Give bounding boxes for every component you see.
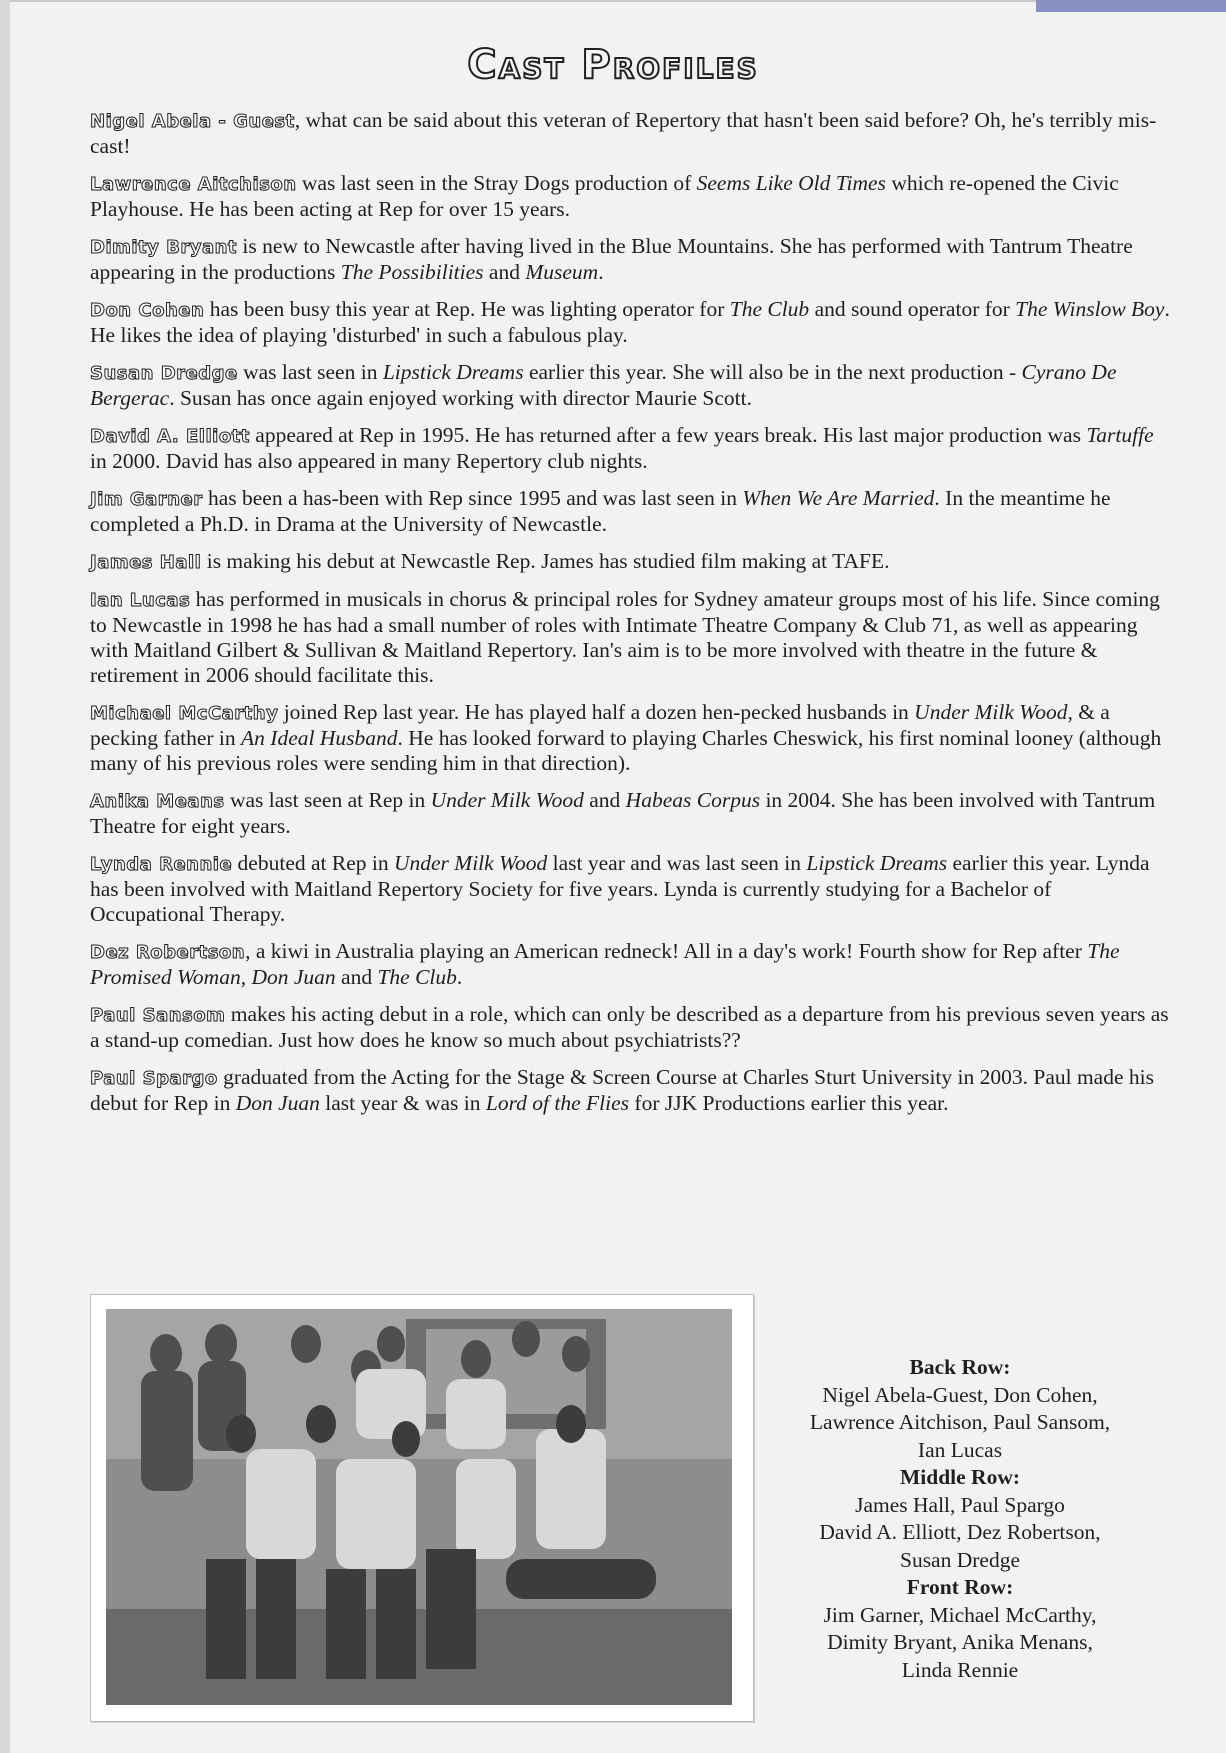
cast-group-photo <box>106 1309 732 1705</box>
cast-profile <box>90 108 1170 159</box>
profile-text: has been busy this year at Rep. He was lighting operator for <box>204 297 730 321</box>
production-title: The Promised Woman <box>90 939 1120 989</box>
caption-back-row-line: Nigel Abela-Guest, Don Cohen, <box>822 1382 1098 1407</box>
production-title: Lipstick Dreams <box>806 851 948 875</box>
caption-front-row-line: Dimity Bryant, Anika Menans, <box>827 1630 1093 1654</box>
profile-text: . <box>598 260 604 284</box>
cast-profile <box>90 939 1170 990</box>
production-title: Under Milk Wood <box>430 788 584 812</box>
production-title: Seems Like Old Times <box>696 171 886 195</box>
cast-profile <box>90 360 1170 411</box>
profile-text: was last seen at Rep in <box>224 788 431 812</box>
cast-member-name: Jim Garner <box>90 489 203 510</box>
production-title: Habeas Corpus <box>625 788 761 812</box>
cast-profile <box>90 549 1170 575</box>
cast-member-name: James Hall <box>90 552 202 573</box>
profile-text: debuted at Rep in <box>232 851 394 875</box>
cast-member-name: Lynda Rennie <box>90 854 233 875</box>
production-title: The Club <box>377 965 457 989</box>
production-title: When We Are Married <box>742 486 935 510</box>
profile-text: in 2004. She has been involved with Tantrum Theatre for eight years. <box>90 788 1156 838</box>
cast-profile <box>90 234 1170 285</box>
production-title: Don Juan <box>235 1091 320 1115</box>
cast-member-name: Michael McCarthy <box>90 703 279 724</box>
profile-text: . <box>456 965 463 989</box>
production-title: Museum <box>525 260 599 284</box>
cast-member-name: David A. Elliott <box>90 426 250 447</box>
profile-text: is new to Newcastle after having lived in the Blue Mountains. She has performed with Tantrum Theatre appearing in the productions <box>90 234 1133 284</box>
photo-caption <box>760 1354 1160 1684</box>
profile-text: joined Rep last year. He has played half a dozen hen-pecked husbands in <box>278 700 915 724</box>
cast-member-name: Dez Robertson <box>90 942 246 963</box>
profile-text: earlier this year. Lynda has been involved with Maitland Repertory Society for five years. Lynda is currently studying for a Bachelor of Occupational Therapy. <box>90 851 1150 926</box>
cast-profile <box>90 788 1170 839</box>
profile-text: was last seen in <box>237 360 383 384</box>
cast-profile <box>90 486 1170 537</box>
caption-front-row-heading: Front Row: <box>906 1575 1014 1599</box>
profile-text: which re-opened the Civic Playhouse. He has been acting at Rep for over 15 years. <box>90 171 1119 221</box>
caption-front-row-line: Jim Garner, Michael McCarthy, <box>823 1602 1097 1627</box>
cast-profile <box>90 587 1170 688</box>
cast-member-name: Don Cohen <box>90 300 205 321</box>
production-title: Under Milk Wood <box>914 700 1068 724</box>
profile-text: , & a pecking father in <box>90 700 1110 750</box>
cast-member-name: Paul Sansom <box>90 1005 226 1026</box>
production-title: Don Juan <box>251 965 336 989</box>
production-title: The Winslow Boy <box>1015 297 1165 321</box>
profile-text: . He likes the idea of playing 'disturbed' in such a fabulous play. <box>90 297 1170 347</box>
cast-profile <box>90 297 1170 348</box>
profile-text: and <box>483 260 526 284</box>
production-title: Under Milk Wood <box>393 851 548 875</box>
caption-back-row-line: Lawrence Aitchison, Paul Sansom, <box>809 1410 1111 1434</box>
profile-text: in 2000. David has also appeared in many Repertory club nights. <box>90 449 648 473</box>
profile-text: has been a has-been with Rep since 1995 and was last seen in <box>202 486 743 510</box>
profile-text: and <box>335 965 378 989</box>
profile-text: , what can be said about this veteran of Repertory that hasn't been said before? Oh, he's terribly mis-cast! <box>90 108 1157 158</box>
production-title: Cyrano De Bergerac <box>90 360 1117 410</box>
profile-text: makes his acting debut in a role, which can only be described as a departure from his previous seven years as a stand-up comedian. Just how does he know so much about psychiatrists?? <box>90 1002 1169 1052</box>
production-title: The Possibilities <box>340 260 484 284</box>
profile-text: and sound operator for <box>809 297 1016 321</box>
cast-photo-frame <box>90 1294 754 1722</box>
cast-member-name: Nigel Abela - Guest <box>90 111 295 132</box>
profile-text: last year and was last seen in <box>547 851 807 875</box>
production-title: Lord of the Flies <box>485 1091 630 1115</box>
profile-text: last year & was in <box>319 1091 486 1115</box>
profile-text: appeared at Rep in 1995. He has returned after a few years break. His last major production was <box>249 423 1087 447</box>
production-title: An Ideal Husband <box>241 726 398 750</box>
cast-profile <box>90 423 1170 474</box>
cast-profile <box>90 851 1170 927</box>
caption-middle-row-line: James Hall, Paul Spargo <box>855 1492 1065 1517</box>
cast-member-name: Ian Lucas <box>90 590 191 611</box>
cast-profile <box>90 1002 1170 1053</box>
cast-member-name: Anika Means <box>90 791 225 812</box>
caption-middle-row-line: David A. Elliott, Dez Robertson, <box>819 1520 1101 1544</box>
page-title: Cast Profiles <box>467 42 759 88</box>
cast-member-name: Lawrence Aitchison <box>90 174 297 195</box>
cast-member-name: Dimity Bryant <box>90 237 238 258</box>
caption-middle-row-line: Susan Dredge <box>899 1547 1020 1572</box>
profile-text: has performed in musicals in chorus & principal roles for Sydney amateur groups most of his life. Since coming to Newcastle in 1998 he has had a small number of roles with Intimate Theatre Company & Club 71, as well as appearing with Maitland Gilbert & Sullivan & Maitland Repertory. Ian's aim is to be more involved with theatre in the future & retirement in 2006 should facilitate this. <box>90 587 1160 687</box>
caption-middle-row-heading: Middle Row: <box>899 1465 1021 1489</box>
profile-text: . Susan has once again enjoyed working with director Maurie Scott. <box>169 386 752 410</box>
profile-text: was last seen in the Stray Dogs production of <box>296 171 697 195</box>
profile-text: graduated from the Acting for the Stage & Screen Course at Charles Sturt University in 2003. Paul made his debut for Rep in <box>90 1065 1154 1115</box>
production-title: Lipstick Dreams <box>382 360 524 384</box>
profile-text: , a kiwi in Australia playing an American redneck! All in a day's work! Fourth show for Rep after <box>245 939 1088 963</box>
production-title: The Club <box>729 297 810 321</box>
profile-text: earlier this year. She will also be in the next production - <box>523 360 1022 384</box>
cast-member-name: Paul Spargo <box>90 1068 218 1089</box>
profile-text: , <box>240 965 252 989</box>
caption-back-row-heading: Back Row: <box>909 1355 1011 1379</box>
cast-member-name: Susan Dredge <box>90 363 238 384</box>
cast-profile <box>90 171 1170 222</box>
caption-back-row-line: Ian Lucas <box>917 1437 1003 1462</box>
caption-front-row-line: Linda Rennie <box>901 1657 1019 1682</box>
profile-text: and <box>583 788 626 812</box>
profile-text: for JJK Productions earlier this year. <box>629 1091 949 1115</box>
cast-profile-list <box>90 108 1170 1128</box>
cast-profile <box>90 1065 1170 1116</box>
profile-text: . In the meantime he completed a Ph.D. in Drama at the University of Newcastle. <box>90 486 1111 536</box>
profile-text: . He has looked forward to playing Charles Cheswick, his first nominal looney (although many of his previous roles were sending him in that direction). <box>90 726 1162 775</box>
cast-profile <box>90 700 1170 776</box>
cast-group-photo-illustration <box>106 1309 732 1705</box>
production-title: Tartuffe <box>1086 423 1154 447</box>
profile-text: is making his debut at Newcastle Rep. James has studied film making at TAFE. <box>201 549 890 573</box>
